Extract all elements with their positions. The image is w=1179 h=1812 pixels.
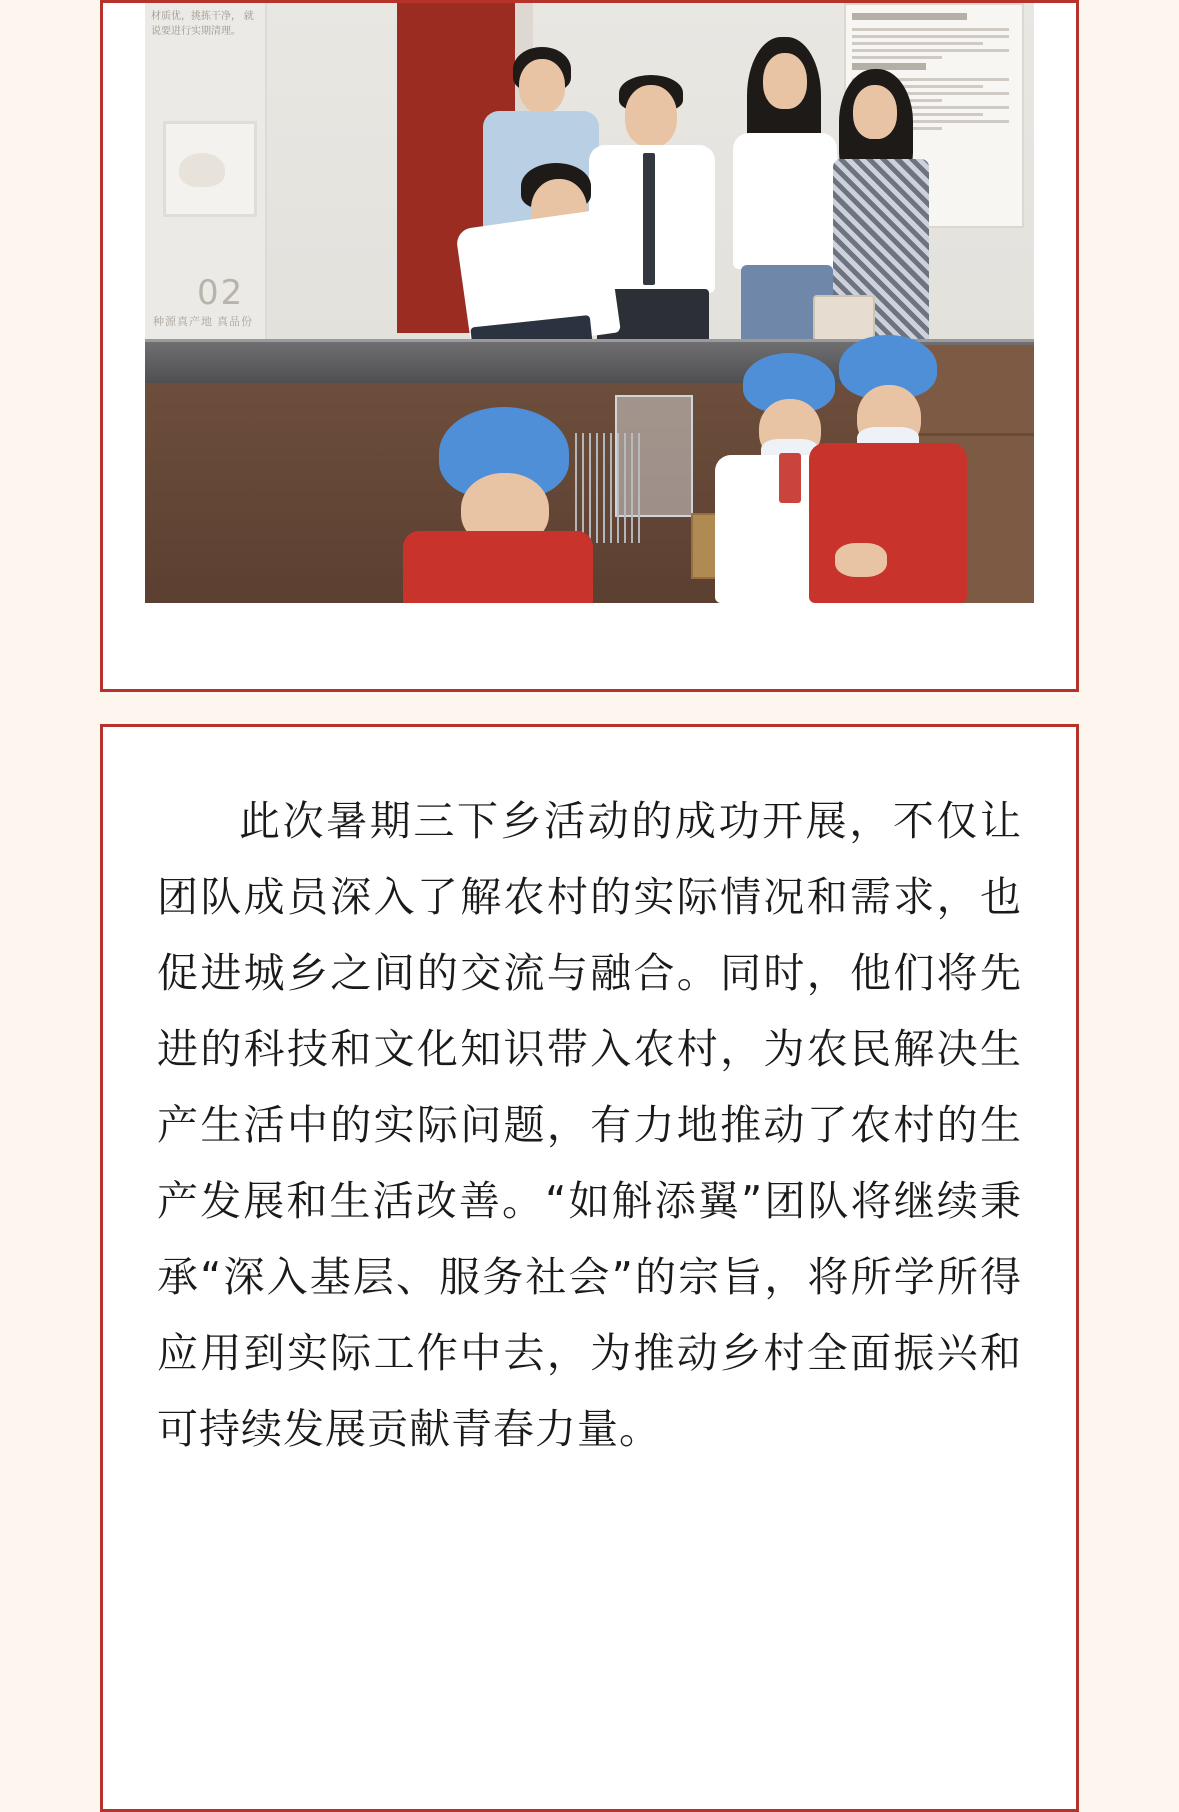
metal-tools bbox=[575, 433, 645, 543]
poster-top-text: 材质优，挑拣干净， 就说要进行实期清理。 bbox=[151, 11, 254, 37]
poster-tagline: 种源真产地 真品份 bbox=[153, 316, 254, 328]
photo-card bbox=[100, 0, 1079, 692]
text-card bbox=[100, 724, 1079, 1812]
photograph bbox=[145, 3, 1034, 603]
shelf-object bbox=[179, 153, 225, 187]
photo-scene bbox=[145, 3, 1034, 603]
body-paragraph: 此次暑期三下乡活动的成功开展，不仅让团队成员深入了解农村的实际情况和需求，也促进城乡之间的交流与融合。同时，他们将先进的科技和文化知识带入农村，为农民解决生产生活中的实际问题，有力地推动了农村的生产发展和生活改善。“如斛添翼”团队将继续秉承“深入基层、服务社会”的宗旨，将所学所得应用到实际工作中去，为推动乡村全面振兴和可持续发展贡献青春力量。 bbox=[157, 797, 1022, 1453]
poster-number: 02 bbox=[197, 273, 245, 313]
